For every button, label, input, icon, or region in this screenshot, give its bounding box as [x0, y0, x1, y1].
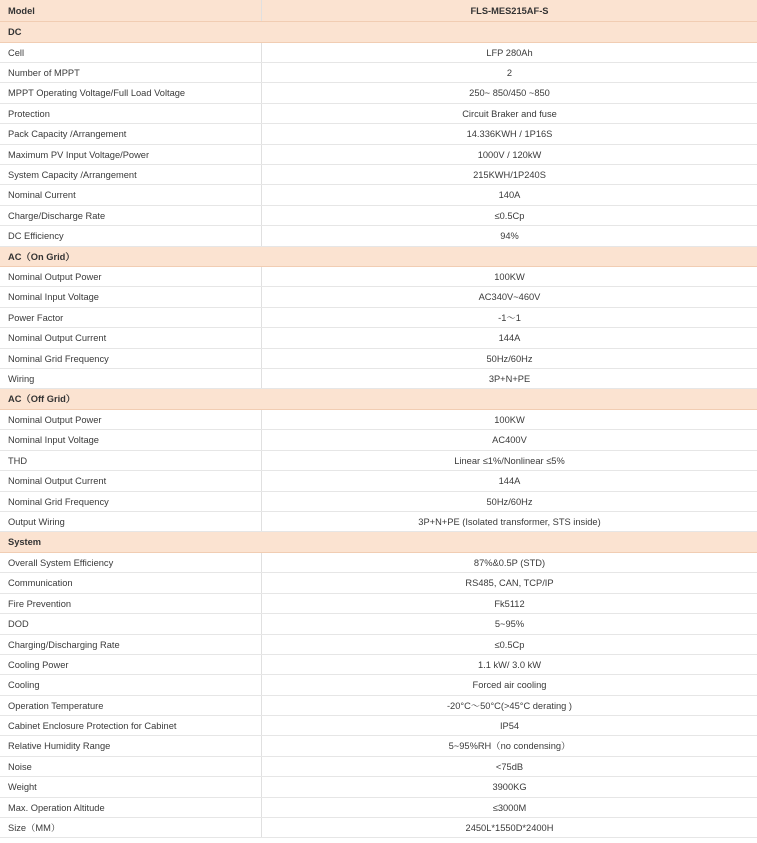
table-row — [0, 267, 757, 287]
section-body-system — [0, 553, 757, 838]
table-row — [0, 492, 757, 512]
spec-label: System Capacity /Arrangement — [0, 165, 262, 184]
spec-value: 140A — [498, 190, 521, 201]
section-body-ac-off-grid — [0, 410, 757, 532]
table-row — [0, 675, 757, 695]
table-row — [0, 165, 757, 185]
spec-value: 1.1 kW/ 3.0 kW — [477, 659, 542, 670]
spec-value: RS485, CAN, TCP/IP — [465, 578, 554, 589]
spec-label: Pack Capacity /Arrangement — [0, 124, 262, 143]
spec-value: 1000V / 120kW — [477, 149, 542, 160]
spec-label: Overall System Efficiency — [0, 553, 262, 572]
spec-value: Fk5112 — [494, 598, 525, 609]
table-row — [0, 818, 757, 838]
spec-label: Wiring — [0, 369, 262, 388]
spec-label: Nominal Input Voltage — [0, 287, 262, 306]
spec-value: 3900KG — [492, 782, 527, 793]
spec-value: 94% — [500, 231, 519, 242]
section-header-ac-off-grid — [0, 389, 757, 410]
spec-label: Nominal Output Current — [0, 328, 262, 347]
table-row — [0, 369, 757, 389]
table-row — [0, 328, 757, 348]
spec-value: 3P+N+PE — [488, 374, 531, 385]
table-row — [0, 451, 757, 471]
spec-value: 215KWH/1P240S — [473, 169, 546, 180]
spec-label: Nominal Output Current — [0, 471, 262, 490]
section-header-system — [0, 532, 757, 553]
spec-value: 144A — [498, 333, 521, 344]
section-title: AC（Off Grid） — [8, 394, 76, 405]
table-row — [0, 757, 757, 777]
spec-value: Forced air cooling — [472, 680, 547, 691]
spec-label: Operation Temperature — [0, 696, 262, 715]
spec-label: Cell — [0, 43, 262, 62]
table-row — [0, 635, 757, 655]
spec-label: Power Factor — [0, 308, 262, 327]
table-row — [0, 185, 757, 205]
spec-label: Charging/Discharging Rate — [0, 635, 262, 654]
table-row — [0, 614, 757, 634]
spec-value: 87%&0.5P (STD) — [473, 557, 546, 568]
spec-label: Communication — [0, 573, 262, 592]
table-row — [0, 124, 757, 144]
spec-label: Nominal Input Voltage — [0, 430, 262, 449]
table-header-row — [0, 0, 757, 22]
spec-value: 100KW — [494, 272, 525, 283]
table-row — [0, 308, 757, 328]
spec-value: ≤0.5Cp — [494, 210, 525, 221]
section-title: AC（On Grid） — [8, 251, 75, 262]
table-row — [0, 471, 757, 491]
spec-value: Linear ≤1%/Nonlinear ≤5% — [454, 455, 565, 466]
section-header-ac-on-grid — [0, 247, 757, 268]
spec-value: 100KW — [494, 415, 525, 426]
table-row — [0, 430, 757, 450]
table-row — [0, 512, 757, 532]
spec-label: Nominal Current — [0, 185, 262, 204]
spec-label: Maximum PV Input Voltage/Power — [0, 145, 262, 164]
table-row — [0, 798, 757, 818]
table-row — [0, 594, 757, 614]
table-row — [0, 777, 757, 797]
table-row — [0, 716, 757, 736]
spec-label: Weight — [0, 777, 262, 796]
table-row — [0, 410, 757, 430]
spec-value: LFP 280Ah — [486, 47, 533, 58]
spec-value: 2 — [506, 67, 513, 78]
section-header-dc — [0, 22, 757, 43]
spec-label: Nominal Grid Frequency — [0, 349, 262, 368]
spec-value: 50Hz/60Hz — [486, 496, 533, 507]
spec-label: Noise — [0, 757, 262, 776]
spec-value: ≤3000M — [492, 802, 527, 813]
table-row — [0, 104, 757, 124]
table-row — [0, 206, 757, 226]
spec-label: THD — [0, 451, 262, 470]
spec-value: 2450L*1550D*2400H — [465, 823, 554, 834]
spec-value: Circuit Braker and fuse — [462, 108, 557, 119]
header-label: Model — [0, 0, 262, 21]
spec-value: -1～1 — [498, 312, 521, 323]
spec-value: -20°C～50°C(>45°C derating ) — [446, 700, 573, 711]
spec-value: 250~ 850/450 ~850 — [469, 88, 550, 99]
spec-label: Cooling Power — [0, 655, 262, 674]
table-row — [0, 145, 757, 165]
spec-label: Cooling — [0, 675, 262, 694]
spec-value: 3P+N+PE (Isolated transformer, STS inside) — [418, 516, 601, 527]
table-row — [0, 63, 757, 83]
spec-label: Output Wiring — [0, 512, 262, 531]
spec-value: 14.336KWH / 1P16S — [466, 129, 553, 140]
spec-value: AC400V — [492, 435, 527, 446]
header-model-value: FLS-MES215AF-S — [470, 6, 549, 16]
spec-label: MPPT Operating Voltage/Full Load Voltage — [0, 83, 262, 102]
table-row — [0, 83, 757, 103]
spec-value: 5~95% — [494, 619, 525, 630]
table-row — [0, 696, 757, 716]
spec-label: Fire Prevention — [0, 594, 262, 613]
section-title: System — [8, 537, 42, 548]
spec-label: DOD — [0, 614, 262, 633]
spec-value: ≤0.5Cp — [494, 639, 525, 650]
table-row — [0, 553, 757, 573]
spec-label: Nominal Output Power — [0, 267, 262, 286]
spec-label: Number of MPPT — [0, 63, 262, 82]
section-body-dc — [0, 43, 757, 247]
spec-label: Cabinet Enclosure Protection for Cabinet — [0, 716, 262, 735]
spec-value: IP54 — [499, 721, 520, 732]
spec-label: Protection — [0, 104, 262, 123]
spec-value: 50Hz/60Hz — [486, 353, 533, 364]
section-title: DC — [8, 27, 22, 37]
table-row — [0, 43, 757, 63]
spec-value: 144A — [498, 476, 521, 487]
section-body-ac-on-grid — [0, 267, 757, 389]
table-row — [0, 573, 757, 593]
spec-label: Relative Humidity Range — [0, 736, 262, 755]
spec-label: Max. Operation Altitude — [0, 798, 262, 817]
spec-label: Nominal Output Power — [0, 410, 262, 429]
table-row — [0, 349, 757, 369]
spec-label: Charge/Discharge Rate — [0, 206, 262, 225]
spec-value: <75dB — [495, 761, 524, 772]
spec-label: Nominal Grid Frequency — [0, 492, 262, 511]
table-row — [0, 655, 757, 675]
table-row — [0, 226, 757, 246]
spec-label: Size（MM） — [0, 818, 262, 837]
spec-value: AC340V~460V — [478, 292, 541, 303]
table-row — [0, 287, 757, 307]
table-row — [0, 736, 757, 756]
spec-value: 5~95%RH（no condensing） — [448, 741, 571, 752]
spec-label: DC Efficiency — [0, 226, 262, 245]
